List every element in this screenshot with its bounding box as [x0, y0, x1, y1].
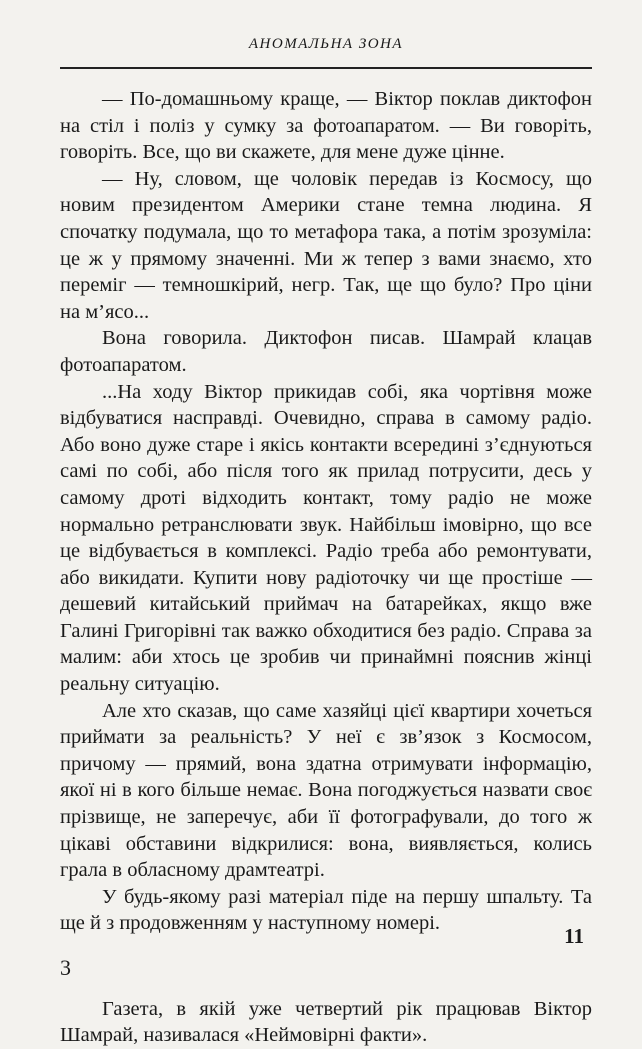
page-number: 11 [564, 924, 584, 948]
paragraph: Газета, в якій уже четвертий рік працював Віктор Шамрай, називалася «Неймовірні факти». [60, 997, 592, 1047]
paragraph: — По-домашньому краще, — Віктор поклав диктофон на стіл і поліз у сумку за фотоапаратом. — Ви говоріть, говоріть. Все, що ви скажете, для мене дуже цінне. [60, 88, 592, 164]
paragraph: У будь-якому разі матеріал піде на першу шпальту. Та ще й з продовженням у наступному номері. [60, 885, 592, 935]
body-text [60, 86, 592, 1049]
header-rule [60, 67, 592, 69]
paragraph: Вона говорила. Диктофон писав. Шамрай клацав фотоапаратом. [60, 327, 592, 376]
running-head: АНОМАЛЬНА ЗОНА [248, 36, 404, 52]
paragraph: Але хто сказав, що саме хазяйці цієї квартири хочеться приймати за реальність? У неї є зв’язок з Космосом, причому — прямий, вона здатна отримувати інформацію, якої ні в кого більше немає. Вона погоджується назвати своє прізвище, не заперечує, аби її фотографували, до того ж цікаві обставини відкрилися: вона, виявляється, колись грала в обласному драмтеатрі. [60, 699, 592, 882]
chapter-number: 3 [60, 955, 71, 980]
paragraph: ...На ходу Віктор прикидав собі, яка чортівня може відбуватися насправді. Очевидно, справа в самому радіо. Або воно дуже старе і якісь контакти всередині з’єднуються самі по собі, або після того як прилад потрусити, десь у самому дроті відходить контакт, тому радіо не може нормально ретранслювати звук. Найбільш імовірно, що все це відбувається в комплексі. Радіо треба або ремонтувати, або викидати. Купити нову радіоточку чи ще простіше — дешевий китайський приймач на батарейках, якщо вже Галині Григорівні так важко обходитися без радіо. Справа за малим: аби хтось це зробив чи принаймні пояснив жінці реальну ситуацію. [60, 380, 592, 696]
paragraph: — Ну, словом, ще чоловік передав із Космосу, що новим президентом Америки стане темна людина. Я спочатку подумала, що то метафора така, а потім зрозуміла: це ж у прямому значенні. Ми ж тепер з вами знаємо, хто переміг — темношкірий, негр. Так, ще що було? Про ціни на м’ясо... [60, 167, 592, 323]
